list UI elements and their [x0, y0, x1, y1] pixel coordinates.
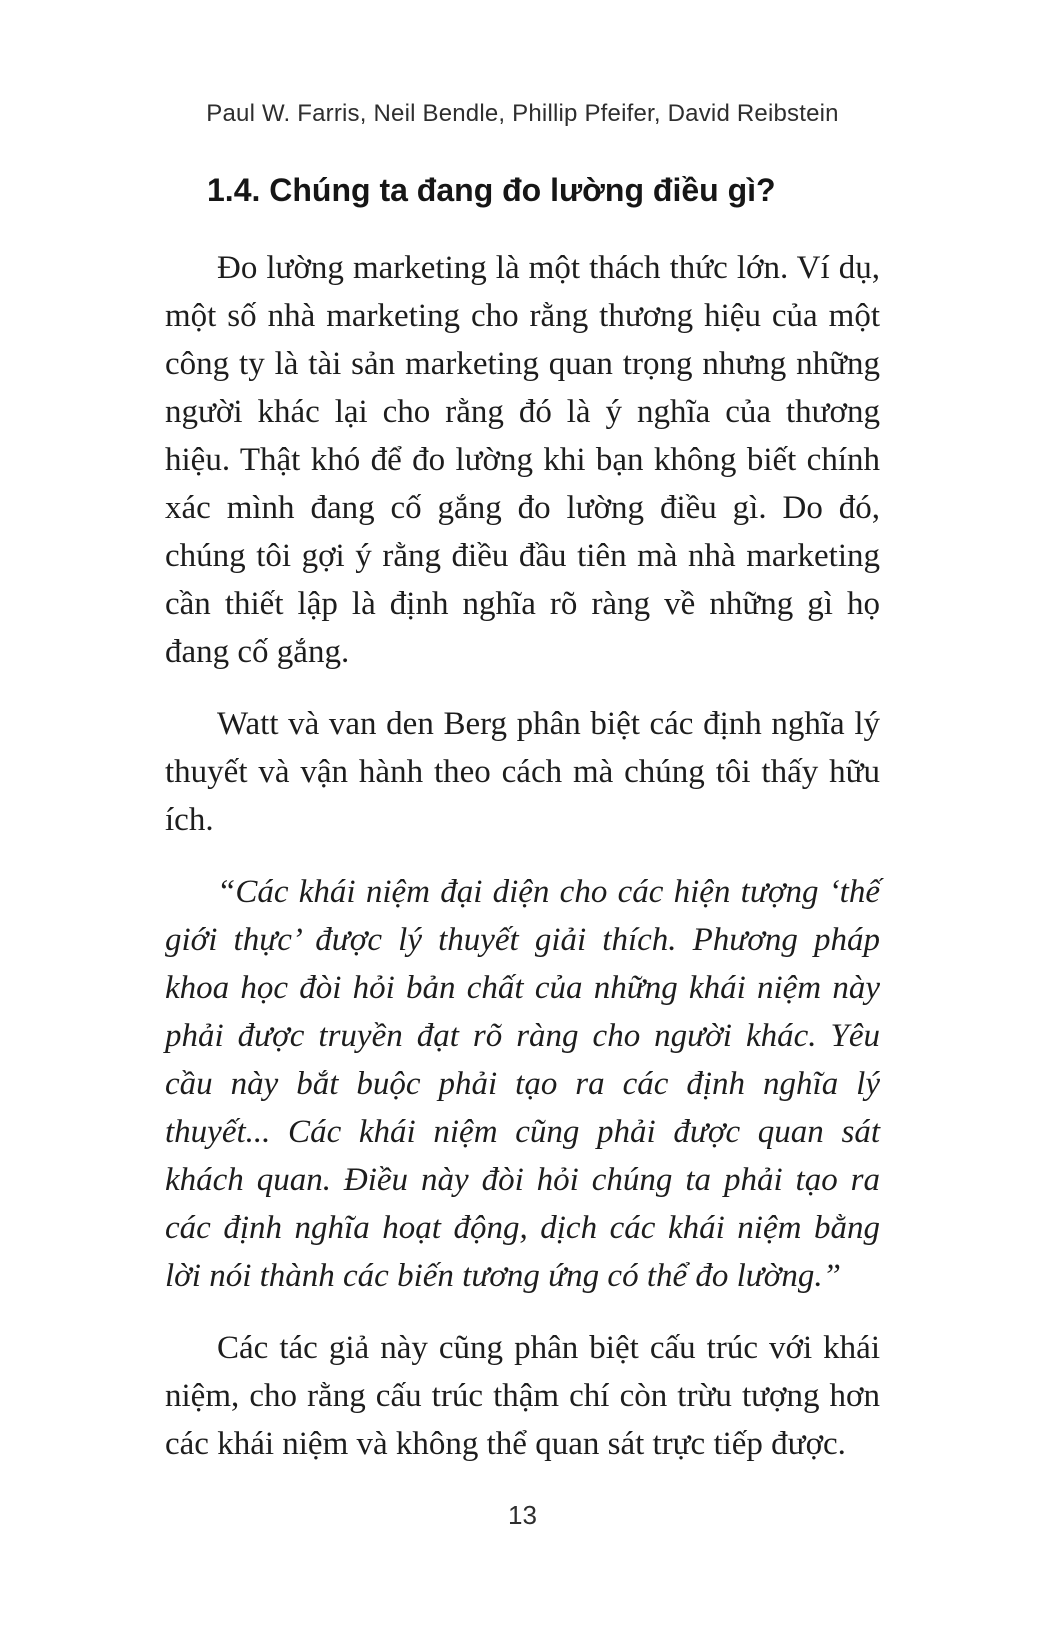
body-paragraph: Watt và van den Berg phân biệt các định nghĩa lý thuyết và vận hành theo cách mà chúng tôi thấy hữu ích. [165, 706, 880, 838]
section-heading: 1.4. Chúng ta đang đo lường điều gì? [207, 172, 776, 208]
page-number: 13 [508, 1500, 537, 1530]
body-paragraph: Các tác giả này cũng phân biệt cấu trúc với khái niệm, cho rằng cấu trúc thậm chí còn trừu tượng hơn các khái niệm và không thể quan sát trực tiếp được. [165, 1330, 880, 1462]
body-paragraph: Đo lường marketing là một thách thức lớn. Ví dụ, một số nhà marketing cho rằng thương hiệu của một công ty là tài sản marketing quan trọng nhưng những người khác lại cho rằng đó là ý nghĩa của thương hiệu. Thật khó để đo lường khi bạn không biết chính xác mình đang cố gắng đo lường điều gì. Do đó, chúng tôi gợi ý rằng điều đầu tiên mà nhà marketing cần thiết lập là định nghĩa rõ ràng về những gì họ đang cố gắng. [165, 250, 880, 670]
body-text [165, 244, 880, 1468]
authors-running-header: Paul W. Farris, Neil Bendle, Phillip Pfeifer, David Reibstein [206, 100, 839, 127]
quote-paragraph: “Các khái niệm đại diện cho các hiện tượng ‘thế giới thực’ được lý thuyết giải thích. Phương pháp khoa học đòi hỏi bản chất của những khái niệm này phải được truyền đạt rõ ràng cho người khác. Yêu cầu này bắt buộc phải tạo ra các định nghĩa lý thuyết... Các khái niệm cũng phải được quan sát khách quan. Điều này đòi hỏi chúng ta phải tạo ra các định nghĩa hoạt động, dịch các khái niệm bằng lời nói thành các biến tương ứng có thể đo lường.” [165, 874, 880, 1294]
